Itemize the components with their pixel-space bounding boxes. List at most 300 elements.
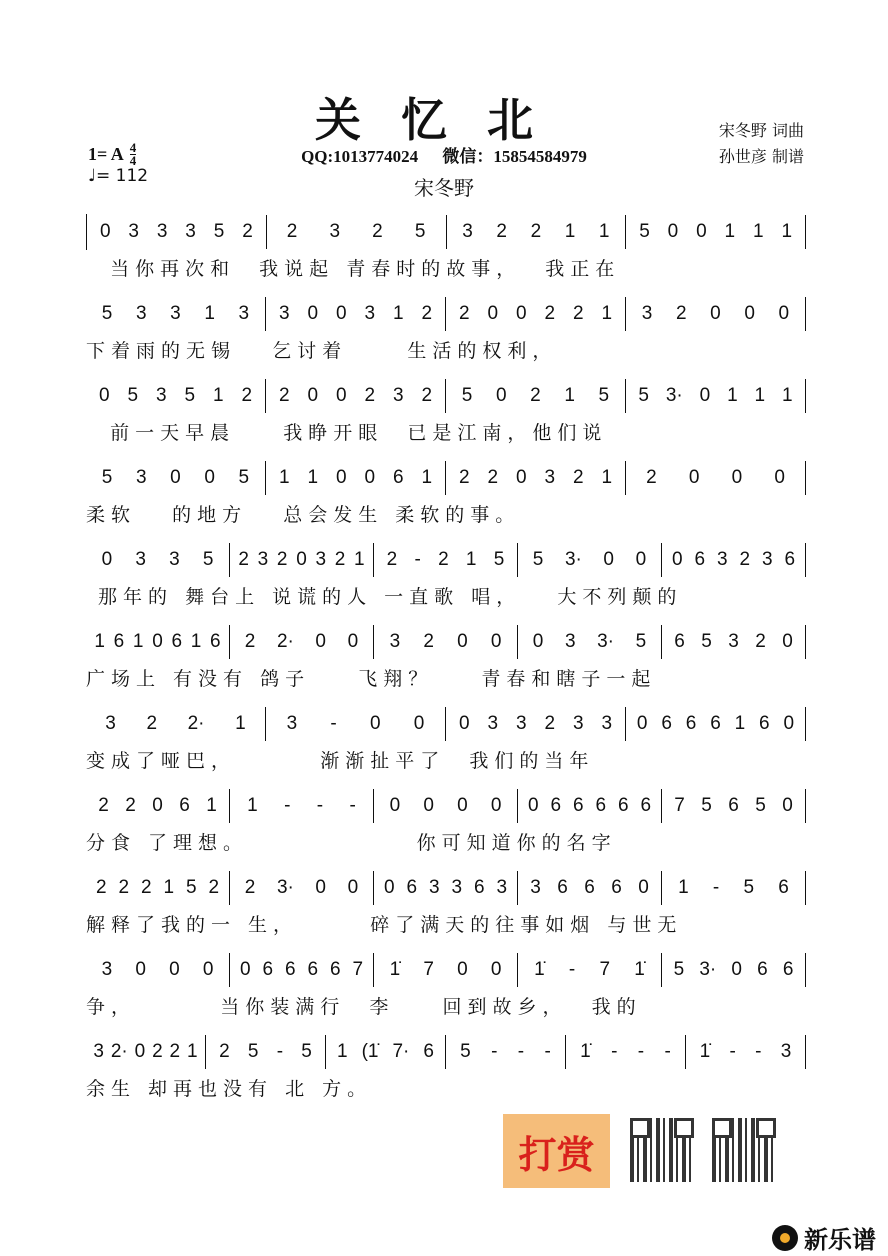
note: 5 [598, 385, 610, 406]
measure [86, 1035, 206, 1069]
lyrics-row: 争， 当你装满行 李 回到故乡， 我的 [86, 996, 642, 1018]
note: 1 [678, 877, 689, 898]
note: 1 [465, 549, 477, 570]
note: 1 [734, 713, 746, 734]
note: 3 [257, 549, 269, 570]
note: 6 [710, 713, 721, 734]
note: 1 [337, 1041, 348, 1062]
note: 2 [496, 221, 507, 242]
note: 5 [532, 549, 544, 570]
note: 6 [572, 795, 584, 816]
measure [86, 543, 230, 577]
note: 3 [451, 877, 463, 898]
note: - [330, 713, 337, 734]
note: 5 [743, 877, 755, 898]
note: 1 [247, 795, 258, 816]
note: 6 [406, 877, 418, 898]
note: 0 [774, 467, 785, 488]
note: 2 [572, 467, 584, 488]
note: 0 [487, 303, 499, 324]
note: 2 [140, 877, 152, 898]
note: 6 [757, 959, 768, 980]
note: 1 [132, 631, 144, 652]
note: - [491, 1041, 498, 1062]
note: 1 [354, 549, 365, 570]
note: 2 [278, 385, 290, 406]
key-signature [88, 142, 136, 167]
score-line [86, 296, 806, 378]
note: 3 [530, 877, 541, 898]
score-line [86, 952, 806, 1034]
notes-row [86, 460, 806, 496]
measure [518, 789, 662, 823]
measure [230, 953, 374, 987]
note: 2 [152, 1041, 163, 1062]
note: 6 [113, 631, 125, 652]
note: 5 [414, 221, 426, 242]
measure [374, 543, 518, 577]
note: 6 [262, 959, 274, 980]
note: 2 [238, 549, 249, 570]
note: - [284, 795, 291, 816]
note: 0 [98, 385, 110, 406]
note: - [755, 1041, 762, 1062]
note: 6 [784, 549, 796, 570]
measure [86, 297, 266, 331]
note: 2 [241, 385, 253, 406]
measure [446, 1035, 566, 1069]
score-line [86, 1034, 806, 1116]
note: 3 [392, 385, 404, 406]
note: - [637, 1041, 645, 1062]
note: 5 [701, 631, 712, 652]
note: 6 [392, 467, 404, 488]
note: 0 [315, 631, 326, 652]
measure [446, 297, 626, 331]
note: 3 [389, 631, 401, 652]
note: 0 [169, 959, 180, 980]
note: 3 [135, 467, 147, 488]
wechat-number: 微信：15854584979 [442, 147, 587, 166]
note: 3· [564, 549, 582, 570]
lyrics-row: 解释了我的一 生， 碎了满天的往事如烟 与世无 [86, 914, 683, 936]
note: 0 [135, 959, 146, 980]
note: 5 [127, 385, 139, 406]
measure [230, 871, 374, 905]
measure [87, 215, 267, 249]
measure [86, 789, 230, 823]
note: 2 [244, 631, 256, 652]
score-line [86, 378, 806, 460]
note: 6 [782, 959, 794, 980]
note: 0 [490, 795, 502, 816]
note: - [349, 795, 356, 816]
reward-button[interactable]: 打赏 [503, 1114, 610, 1188]
note: 5 [247, 1041, 259, 1062]
note: 2· [276, 631, 294, 652]
note: 3 [105, 713, 116, 734]
note: 0 [152, 631, 163, 652]
measure [662, 789, 806, 823]
note: 2 [372, 221, 383, 242]
note: 0 [638, 877, 649, 898]
note: 3 [364, 303, 376, 324]
note: 2 [572, 303, 584, 324]
notes-row [86, 952, 806, 988]
score [86, 214, 806, 1116]
note: - [568, 959, 576, 980]
note: 3 [515, 713, 527, 734]
notes-row [86, 706, 806, 742]
note: 3 [761, 549, 773, 570]
note: 1 [186, 1041, 198, 1062]
note: 5 [202, 549, 214, 570]
note: 6 [694, 549, 706, 570]
note: 7 [423, 959, 434, 980]
note: 0 [134, 1041, 146, 1062]
measure [518, 625, 662, 659]
note: 3 [544, 467, 556, 488]
measure [86, 871, 230, 905]
note: 3 [329, 221, 341, 242]
note: 6 [307, 959, 319, 980]
measure [86, 953, 230, 987]
note: 5 [213, 221, 225, 242]
note: 3 [156, 221, 168, 242]
note: 2 [169, 1041, 181, 1062]
note: 0 [635, 549, 647, 570]
note: 3 [315, 549, 327, 570]
measure [266, 379, 446, 413]
note: 2 [208, 877, 220, 898]
note: 2 [244, 877, 256, 898]
measure [266, 707, 446, 741]
measure [626, 379, 806, 413]
note: 2 [544, 303, 556, 324]
note: 1̇ [389, 959, 401, 980]
note: 0 [457, 631, 468, 652]
note: 2 [334, 549, 346, 570]
note: 2· [110, 1041, 128, 1062]
note: 2 [276, 549, 288, 570]
note: 1 [754, 385, 766, 406]
measure [518, 953, 662, 987]
note: 2 [421, 385, 433, 406]
note: 1 [307, 467, 319, 488]
note: 3· [699, 959, 717, 980]
note: 2 [530, 221, 542, 242]
lyrics-row: 变成了哑巴， 渐渐扯平了 我们的当年 [86, 750, 595, 772]
note: 6 [179, 795, 190, 816]
note: 5 [101, 467, 113, 488]
note: 3 [93, 1041, 104, 1062]
measure [86, 461, 266, 495]
notes-row [86, 214, 806, 250]
note: 3· [597, 631, 614, 652]
note: 2· [187, 713, 205, 734]
measure [662, 543, 806, 577]
tempo: ♩= 112 [88, 166, 149, 186]
measure [86, 625, 230, 659]
note: 2 [118, 877, 130, 898]
note: 1 [601, 303, 613, 324]
note: 0 [603, 549, 614, 570]
note: 5 [673, 959, 685, 980]
note: 2 [646, 467, 657, 488]
note: 3 [128, 221, 139, 242]
note: 3 [185, 221, 196, 242]
measure [662, 625, 806, 659]
note: 0 [490, 631, 502, 652]
note: 6 [778, 877, 789, 898]
note: 3 [728, 631, 739, 652]
note: 1 [598, 221, 610, 242]
note: 2 [530, 385, 541, 406]
note: 0 [744, 303, 755, 324]
note: 3 [101, 959, 113, 980]
note: 6 [557, 877, 568, 898]
note: 2 [458, 467, 470, 488]
note: - [544, 1041, 551, 1062]
note: 0 [458, 713, 470, 734]
lyricist-composer: 宋冬野 词曲 [718, 121, 804, 140]
note: 6 [329, 959, 341, 980]
score-line [86, 788, 806, 870]
note: 3 [155, 385, 167, 406]
song-title: 关忆北 [315, 93, 573, 147]
note: 6 [423, 1041, 434, 1062]
note: - [316, 795, 324, 816]
note: 6 [473, 877, 485, 898]
note: 0 [667, 221, 679, 242]
measure [447, 215, 627, 249]
note: 2 [438, 549, 449, 570]
singer: 宋冬野 [414, 176, 474, 200]
note: 1 [392, 303, 404, 324]
note: 3 [780, 1041, 792, 1062]
notes-row [86, 788, 806, 824]
note: 0 [170, 467, 181, 488]
note: 3· [276, 877, 294, 898]
note: 6 [617, 795, 629, 816]
note: 0 [490, 959, 502, 980]
note: 1̇ [534, 959, 545, 980]
note: 2 [755, 631, 766, 652]
note: 0 [369, 713, 381, 734]
note: 1 [206, 795, 217, 816]
note: 0 [239, 959, 251, 980]
note: 2 [544, 713, 556, 734]
note: 1 [278, 467, 290, 488]
note: 1 [235, 713, 246, 734]
note: 0 [389, 795, 401, 816]
note: 0 [699, 385, 711, 406]
note: 2 [487, 467, 499, 488]
note: - [611, 1041, 618, 1062]
note: 6 [640, 795, 652, 816]
note: 2 [125, 795, 136, 816]
lyrics-row: 广场上 有没有 鸽子 飞翔？ 青春和瞎子一起 [86, 668, 657, 690]
score-line [86, 706, 806, 788]
note: 3 [428, 877, 440, 898]
score-line [86, 624, 806, 706]
note: 6 [611, 877, 622, 898]
note: 0 [335, 385, 347, 406]
measure [518, 871, 662, 905]
note: 0 [696, 221, 707, 242]
measure [626, 215, 806, 249]
measure [206, 1035, 326, 1069]
measure [230, 789, 374, 823]
measure [662, 953, 806, 987]
note: - [729, 1041, 736, 1062]
note: 1 [564, 221, 576, 242]
note: 0 [532, 631, 544, 652]
note: 2 [458, 303, 470, 324]
note: 5 [101, 303, 113, 324]
lyrics-row: 前一天早晨 我睁开眼 已是江南，他们说 [86, 422, 608, 444]
note: 6 [550, 795, 562, 816]
note: 0 [152, 795, 163, 816]
lyrics-row: 余生 却再也没有 北 方。 [86, 1078, 373, 1100]
score-line [86, 870, 806, 952]
note: 0 [457, 959, 468, 980]
vinyl-disc-icon [772, 1225, 798, 1251]
note: 6 [284, 959, 296, 980]
measure [446, 707, 626, 741]
note: 1̇ [634, 959, 645, 980]
transcriber: 孙世彦 制谱 [718, 147, 804, 166]
notes-row [86, 1034, 806, 1070]
measure [626, 461, 806, 495]
note: 0 [296, 549, 307, 570]
note: 0 [515, 303, 527, 324]
measure [566, 1035, 686, 1069]
note: 5 [701, 795, 712, 816]
note: 3 [170, 303, 181, 324]
measure [446, 461, 626, 495]
note: 0 [636, 713, 648, 734]
note: 1 [204, 303, 215, 324]
note: 1 [212, 385, 224, 406]
measure [86, 707, 266, 741]
note: 0 [782, 631, 793, 652]
note: 5 [301, 1041, 312, 1062]
note: - [276, 1041, 284, 1062]
lyrics-row: 当你再次和 我说起 青春时的故事， 我正在 [86, 258, 621, 280]
note: 5 [638, 385, 649, 406]
measure [266, 461, 446, 495]
notes-row [86, 542, 806, 578]
note: 2 [386, 549, 398, 570]
note: 2 [421, 303, 433, 324]
note: 1 [601, 467, 613, 488]
note: 5 [755, 795, 766, 816]
note: 2 [286, 221, 298, 242]
note: 2 [219, 1041, 230, 1062]
note: 5 [461, 385, 473, 406]
note: - [664, 1041, 671, 1062]
note: 3· [665, 385, 683, 406]
score-line [86, 214, 806, 296]
note: 0 [495, 385, 507, 406]
measure [374, 871, 518, 905]
note: 0 [307, 385, 319, 406]
qr-code-icon [630, 1118, 694, 1182]
note: 1 [781, 385, 793, 406]
note: 7· [392, 1041, 410, 1062]
note: 6 [595, 795, 607, 816]
measure [626, 297, 806, 331]
note: 2 [98, 795, 109, 816]
note: 3 [716, 549, 728, 570]
note: 1 [724, 221, 736, 242]
note: 6 [685, 713, 697, 734]
note: 3 [278, 303, 290, 324]
score-line [86, 460, 806, 542]
note: 0 [688, 467, 700, 488]
measure [626, 707, 806, 741]
note: 1 [564, 385, 575, 406]
note: 1̇ [699, 1041, 711, 1062]
time-bottom: 4 [129, 153, 137, 168]
note: 0 [383, 877, 395, 898]
note: - [517, 1041, 525, 1062]
note: 2 [146, 713, 158, 734]
measure [326, 1035, 446, 1069]
note: 6 [674, 631, 685, 652]
note: 1 [94, 631, 105, 652]
key: 1= A [88, 144, 124, 164]
measure [267, 215, 447, 249]
note: 0 [101, 549, 113, 570]
note: 6 [210, 631, 221, 652]
lyrics-row: 分食 了理想。 你可知道你的名字 [86, 832, 617, 854]
note: 3 [487, 713, 499, 734]
notes-row [86, 624, 806, 660]
time-top: 4 [129, 140, 137, 155]
note: 3 [601, 713, 613, 734]
measure [230, 625, 374, 659]
note: 3 [169, 549, 180, 570]
note: 3 [135, 303, 147, 324]
measure [686, 1035, 806, 1069]
measure [374, 789, 518, 823]
note: 1 [781, 221, 793, 242]
note: 3 [572, 713, 584, 734]
measure [266, 297, 446, 331]
note: 0 [527, 795, 539, 816]
note: 5 [460, 1041, 471, 1062]
note: 0 [515, 467, 527, 488]
note: 3 [238, 303, 250, 324]
lyrics-row: 柔软 的地方 总会发生 柔软的事。 [86, 504, 521, 526]
note: 3 [135, 549, 146, 570]
note: 0 [335, 303, 347, 324]
note: 0 [347, 877, 359, 898]
note: 5 [635, 631, 647, 652]
note: 0 [307, 303, 319, 324]
note: 3 [496, 877, 508, 898]
note: 0 [710, 303, 721, 324]
credits [719, 118, 804, 170]
note: 1 [421, 467, 433, 488]
measure [446, 379, 626, 413]
brand-logo [772, 1220, 876, 1255]
note: 3 [462, 221, 473, 242]
note: 0 [347, 631, 359, 652]
note: 6 [728, 795, 739, 816]
